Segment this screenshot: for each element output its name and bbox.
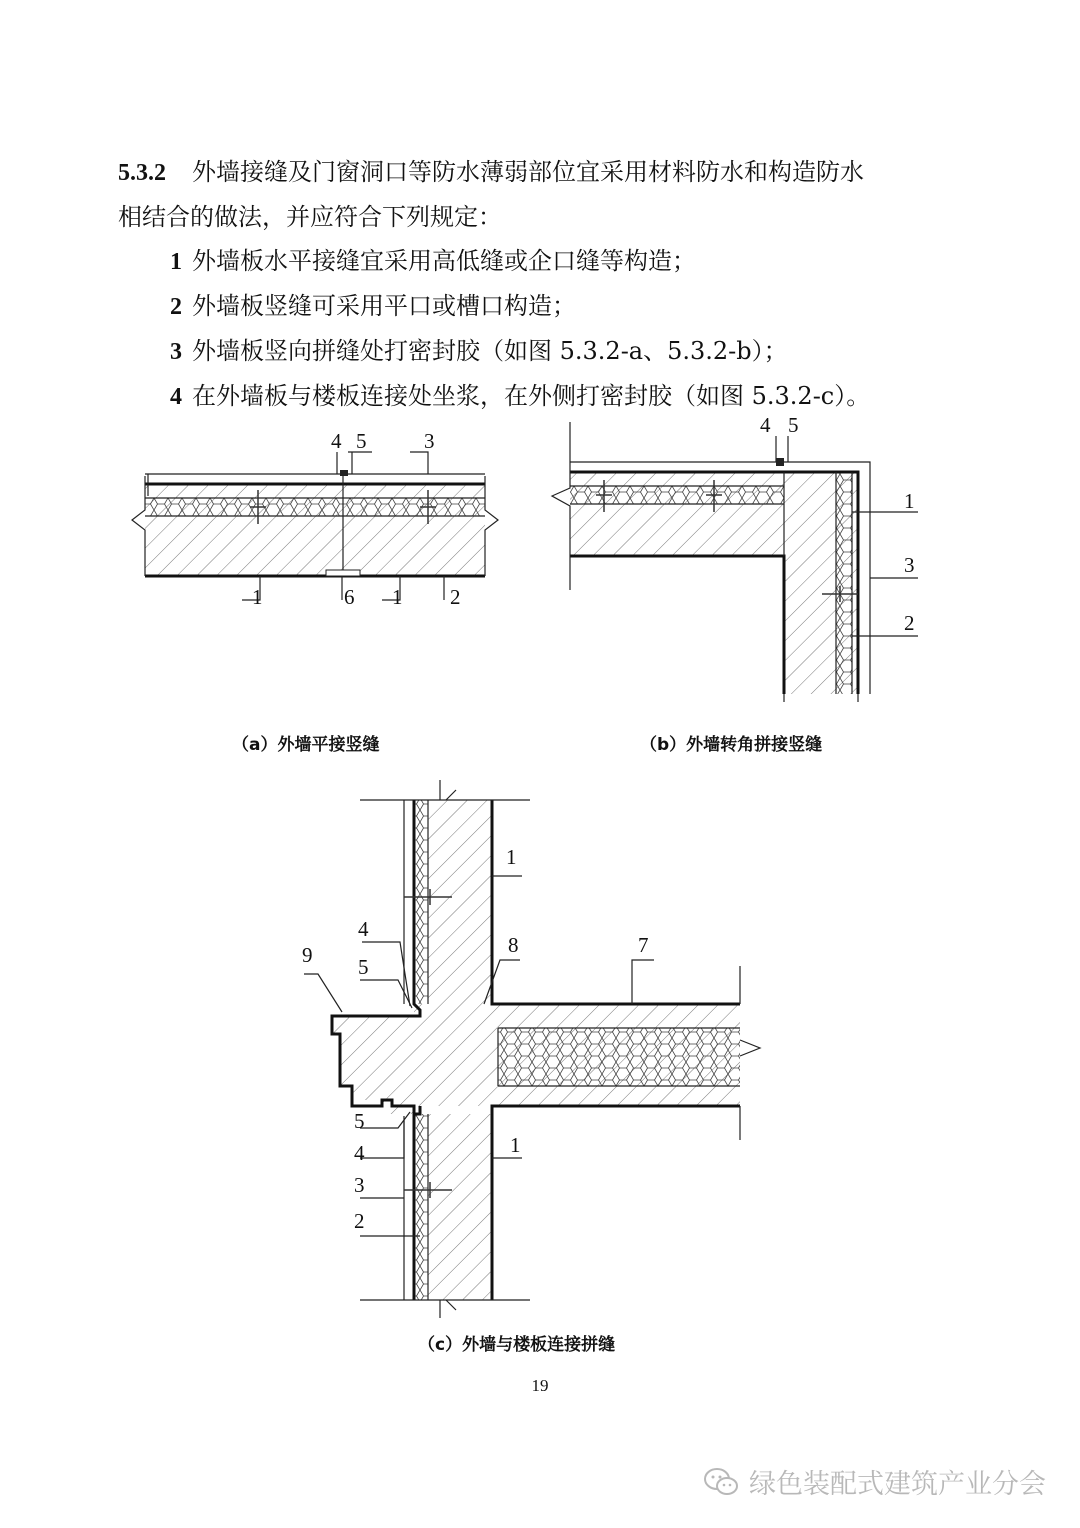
figure-c-label-7: 7 <box>638 933 649 957</box>
list-item: 2 外墙板竖缝可采用平口或槽口构造； <box>170 292 576 320</box>
figure-c-label-8: 8 <box>508 933 519 957</box>
figure-c-label-2: 2 <box>354 1209 365 1233</box>
figure-b-label-2: 2 <box>904 611 915 635</box>
figure-b-label-4: 4 <box>760 413 771 437</box>
figure-b-drawing <box>552 413 918 702</box>
figure-b-label-1: 1 <box>904 489 915 513</box>
figure-c-label-1b: 1 <box>510 1133 521 1157</box>
list-item: 3 外墙板竖向拼缝处打密封胶（如图 5.3.2-a、5.3.2-b）； <box>170 337 788 365</box>
figure-c-label-1: 1 <box>506 845 517 869</box>
list-item: 1 外墙板水平接缝宜采用高低缝或企口缝等构造； <box>170 247 696 275</box>
figure-b-label-5: 5 <box>788 413 799 437</box>
clause-number: 5.3.2 <box>118 160 166 186</box>
figure-a-label-3: 3 <box>424 429 435 453</box>
figure-b-label-3: 3 <box>904 553 915 577</box>
figure-c-label-4b: 4 <box>354 1141 365 1165</box>
figure-c-label-3: 3 <box>354 1173 365 1197</box>
watermark <box>703 1462 1046 1501</box>
figure-b-caption: （b）外墙转角拼接竖缝 <box>640 735 823 755</box>
figure-c-label-4: 4 <box>358 917 369 941</box>
figure-a-label-6: 6 <box>344 585 355 609</box>
clause-line-1: 外墙接缝及门窗洞口等防水薄弱部位宜采用材料防水和构造防水 <box>192 158 864 186</box>
clause-line-2: 相结合的做法，并应符合下列规定： <box>118 203 502 231</box>
figure-c-label-9: 9 <box>302 943 313 967</box>
figure-c-drawing <box>302 780 760 1318</box>
figure-a-drawing <box>132 429 498 609</box>
figure-a-caption: （a）外墙平接竖缝 <box>232 735 380 755</box>
list-item: 4 在外墙板与楼板连接处坐浆，在外侧打密封胶（如图 5.3.2-c）。 <box>170 382 871 410</box>
figure-a-label-4: 4 <box>331 429 342 453</box>
figure-c-label-5: 5 <box>358 955 369 979</box>
figure-a-label-1: 1 <box>252 585 263 609</box>
figure-a-label-1b: 1 <box>392 585 403 609</box>
wechat-icon <box>703 1467 739 1497</box>
figure-c-label-5b: 5 <box>354 1109 365 1133</box>
watermark-text: 绿色装配式建筑产业分会 <box>749 1469 1046 1500</box>
figure-c-caption: （c）外墙与楼板连接拼缝 <box>418 1335 616 1355</box>
page-number: 19 <box>531 1376 549 1395</box>
figure-a-label-2: 2 <box>450 585 461 609</box>
figure-a-label-5: 5 <box>356 429 367 453</box>
